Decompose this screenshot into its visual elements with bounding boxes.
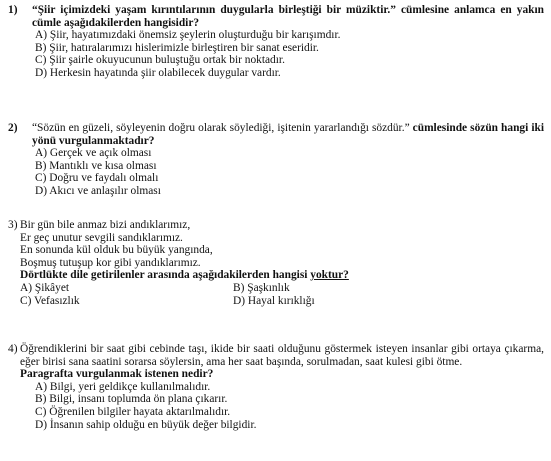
question-number: 3) — [8, 219, 18, 231]
option-b: B) Şaşkınlık — [233, 281, 290, 294]
option-c: C) Doğru ve faydalı olmalı — [35, 172, 159, 185]
option-a: A) Gerçek ve açık olması — [35, 147, 152, 160]
question-prompt — [8, 269, 544, 282]
options-grid — [8, 282, 544, 307]
question-3 — [8, 219, 544, 307]
poem-continued — [8, 232, 544, 270]
option-c: C) Öğrenilen bilgiler hayata aktarılmalıdır. — [35, 405, 231, 418]
question-number: 2) — [8, 122, 18, 134]
question-1 — [8, 4, 544, 80]
question-prompt: Paragrafta vurgulanmak istenen nedir? — [20, 368, 214, 381]
option-a: A) Şikâyet — [20, 281, 70, 294]
question-2 — [8, 122, 544, 198]
question-number: 4) — [8, 343, 18, 355]
question-paragraph: Öğrendiklerini bir saat gibi cebinde taşı, ikide bir saati olduğunu göstermek isteyen insanlar gibi ortaya çıkarma, eğer birisi sana saatini sorarsa söylersin, ama her saat başında, sorulmadan, saat kulesi gibi ötme. — [20, 343, 544, 368]
prompt-emphasis: yoktur? — [310, 269, 349, 282]
question-stem — [32, 4, 544, 29]
option-b: B) Bilgi, insanı toplumda ön plana çıkarır. — [35, 393, 228, 406]
option-c: C) Şiir şairle okuyucunun buluştuğu ortak bir noktadır. — [35, 54, 285, 67]
option-d: D) İnsanın sahip olduğu en büyük değer bilgidir. — [35, 418, 257, 431]
option-b: B) Mantıklı ve kısa olması — [35, 159, 157, 172]
question-number: 1) — [8, 4, 18, 16]
option-c: C) Vefasızlık — [20, 294, 80, 307]
prompt-main: Dörtlükte dile getirilenler arasında aşağıdakilerden hangisi — [20, 269, 311, 282]
option-d: D) Herkesin hayatında şiir olabilecek duygular vardır. — [35, 66, 281, 79]
option-d: D) Hayal kırıklığı — [233, 294, 315, 307]
poem-line: Er geç unutur sevgili sandıklarımız. — [20, 231, 183, 244]
stem-quote: “Sözün en güzeli, söyleyenin doğru olarak söylediği, işitenin yararlandığı sözdür.” — [32, 122, 410, 134]
option-b: B) Şiir, hatıralarımızı hislerimizle birleştiren bir sanat eseridir. — [35, 41, 319, 54]
question-stem — [32, 122, 544, 147]
poem — [20, 219, 190, 232]
option-a: A) Bilgi, yeri geldikçe kullanılmalıdır. — [35, 380, 211, 393]
stem-rest: cümlesinde sözün hangi iki yönü vurgulanmaktadır? — [32, 122, 544, 147]
option-a: A) Şiir, hayatımızdaki önemsiz şeylerin oluşturduğu bir karışımdır. — [35, 29, 341, 42]
question-4 — [8, 343, 544, 431]
poem-line: Bir gün bile anmaz bizi andıklarımız, — [20, 219, 191, 231]
poem-line: En sonunda kül olduk bu büyük yangında, — [20, 244, 213, 257]
poem-line: Boşmuş tutuşup kor gibi yandıklarımız. — [20, 256, 201, 269]
stem-quote: “Şiir içimizdeki yaşam kırıntılarının duygularla birleştiği bir müziktir.” — [32, 4, 396, 16]
option-d: D) Akıcı ve anlaşılır olması — [35, 184, 161, 197]
stem-rest: cümlesine anlamca en yakın cümle aşağıdakilerden hangisidir? — [32, 4, 545, 29]
